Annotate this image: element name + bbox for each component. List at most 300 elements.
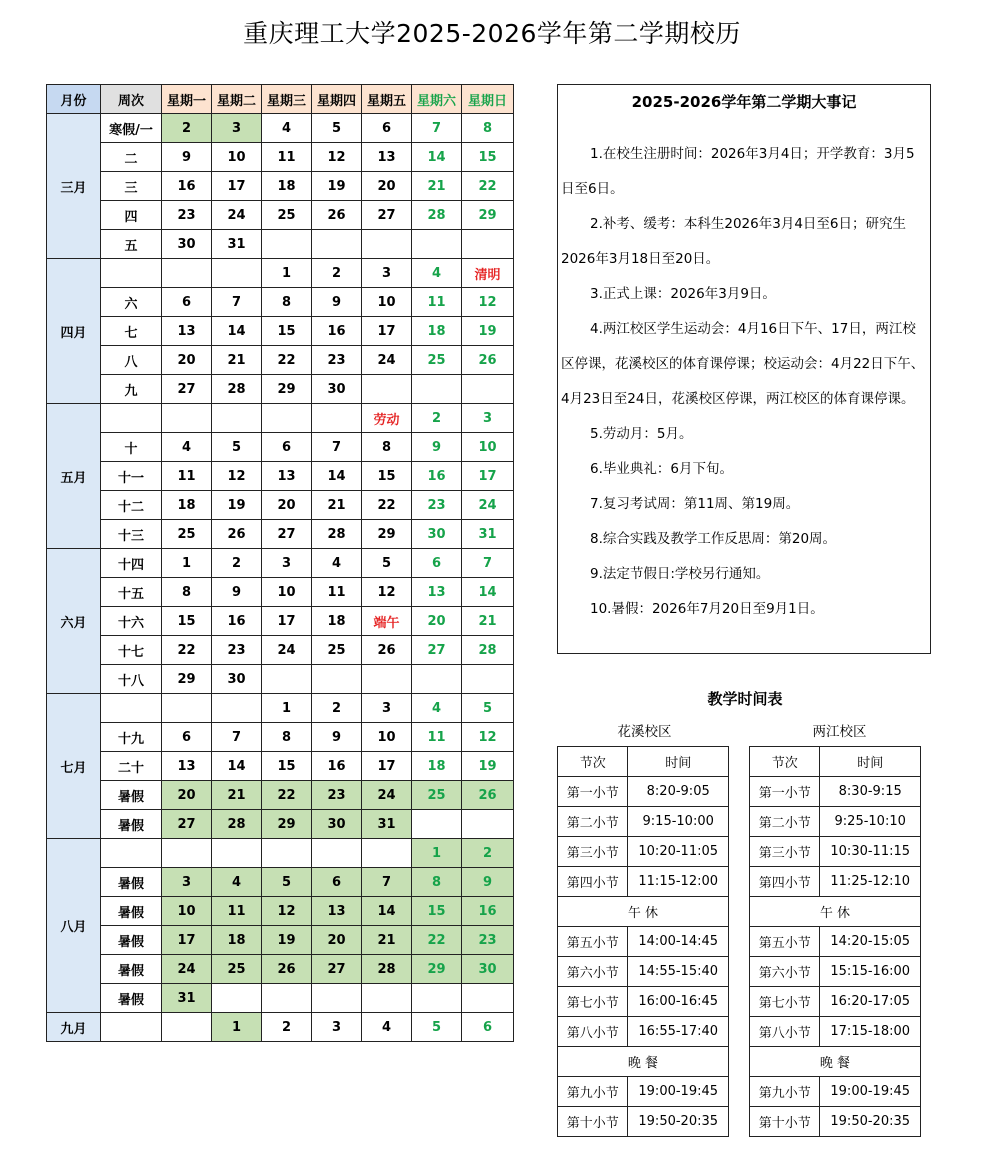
day-cell: 19 (462, 752, 514, 781)
day-cell (462, 810, 514, 839)
day-cell: 30 (412, 520, 462, 549)
day-cell: 22 (362, 491, 412, 520)
day-cell: 16 (312, 317, 362, 346)
timetable-break-cell: 午 休 (750, 897, 921, 927)
event-item: 9.法定节假日:学校另行通知。 (590, 566, 770, 582)
day-cell: 28 (312, 520, 362, 549)
day-cell (412, 375, 462, 404)
week-number-cell: 暑假 (101, 897, 162, 926)
day-cell: 26 (262, 955, 312, 984)
day-cell: 6 (262, 433, 312, 462)
day-cell (362, 230, 412, 259)
week-number-cell: 十 (101, 433, 162, 462)
day-cell: 10 (262, 578, 312, 607)
day-cell: 4 (362, 1013, 412, 1042)
day-cell: 2 (162, 114, 212, 143)
calendar-week-row (47, 346, 514, 375)
calendar-header-cell: 周次 (101, 85, 162, 114)
day-cell: 7 (212, 723, 262, 752)
day-cell: 24 (262, 636, 312, 665)
day-cell: 11 (412, 288, 462, 317)
day-cell: 30 (212, 665, 262, 694)
timetable-row (750, 1047, 921, 1077)
week-number-cell: 十四 (101, 549, 162, 578)
events-panel (557, 84, 931, 654)
day-cell: 13 (162, 317, 212, 346)
day-cell: 20 (162, 346, 212, 375)
day-cell: 劳动 (362, 404, 412, 433)
day-cell: 3 (312, 1013, 362, 1042)
day-cell: 29 (262, 375, 312, 404)
day-cell (262, 665, 312, 694)
day-cell: 27 (412, 636, 462, 665)
timetable-row (558, 987, 729, 1017)
timetable-header-cell: 节次 (750, 747, 820, 777)
day-cell: 30 (312, 810, 362, 839)
day-cell: 15 (462, 143, 514, 172)
day-cell: 20 (162, 781, 212, 810)
calendar-week-row (47, 404, 514, 433)
period-name-cell: 第八小节 (750, 1017, 820, 1047)
day-cell: 9 (312, 288, 362, 317)
day-cell: 1 (262, 694, 312, 723)
week-number-cell: 五 (101, 230, 162, 259)
calendar-week-row (47, 462, 514, 491)
day-cell (412, 810, 462, 839)
timetable-row (750, 1107, 921, 1137)
day-cell: 14 (312, 462, 362, 491)
timetable-row (558, 837, 729, 867)
day-cell (312, 404, 362, 433)
week-number-cell: 暑假 (101, 955, 162, 984)
day-cell: 27 (262, 520, 312, 549)
week-number-cell: 十八 (101, 665, 162, 694)
day-cell: 21 (212, 781, 262, 810)
day-cell: 1 (212, 1013, 262, 1042)
calendar-week-row (47, 926, 514, 955)
day-cell: 9 (212, 578, 262, 607)
day-cell: 14 (462, 578, 514, 607)
day-cell: 29 (412, 955, 462, 984)
calendar-week-row (47, 955, 514, 984)
day-cell: 9 (462, 868, 514, 897)
period-time-cell: 11:25-12:10 (820, 867, 921, 897)
timetable-break-cell: 午 休 (558, 897, 729, 927)
calendar-week-row (47, 259, 514, 288)
calendar-week-row (47, 868, 514, 897)
period-time-cell: 15:15-16:00 (820, 957, 921, 987)
period-time-cell: 10:30-11:15 (820, 837, 921, 867)
day-cell: 24 (162, 955, 212, 984)
event-item: 10.暑假：2026年7月20日至9月1日。 (590, 601, 824, 617)
week-number-cell: 二十 (101, 752, 162, 781)
week-number-cell: 暑假 (101, 984, 162, 1013)
week-number-cell: 寒假/一 (101, 114, 162, 143)
day-cell (362, 839, 412, 868)
day-cell: 2 (212, 549, 262, 578)
event-item: 1.在校生注册时间：2026年3月4日；开学教育：3月5日至6日。 (561, 146, 915, 197)
campus-name-liangjiang: 两江校区 (812, 724, 867, 740)
day-cell: 18 (262, 172, 312, 201)
week-number-cell: 四 (101, 201, 162, 230)
period-name-cell: 第六小节 (558, 957, 628, 987)
day-cell: 17 (212, 172, 262, 201)
week-number-cell: 三 (101, 172, 162, 201)
day-cell (312, 665, 362, 694)
day-cell (412, 665, 462, 694)
events-title: 2025-2026学年第二学期大事记 (631, 93, 857, 111)
day-cell (162, 694, 212, 723)
day-cell: 2 (312, 694, 362, 723)
week-number-cell: 暑假 (101, 810, 162, 839)
period-name-cell: 第九小节 (558, 1077, 628, 1107)
day-cell: 1 (412, 839, 462, 868)
day-cell: 1 (162, 549, 212, 578)
day-cell: 23 (462, 926, 514, 955)
day-cell: 7 (362, 868, 412, 897)
calendar-week-row (47, 607, 514, 636)
day-cell: 18 (162, 491, 212, 520)
day-cell: 28 (462, 636, 514, 665)
period-name-cell: 第四小节 (750, 867, 820, 897)
day-cell: 3 (212, 114, 262, 143)
calendar-week-row (47, 723, 514, 752)
day-cell: 11 (162, 462, 212, 491)
timetable-row (750, 837, 921, 867)
week-number-cell: 七 (101, 317, 162, 346)
day-cell: 13 (162, 752, 212, 781)
timetable-header-cell: 节次 (558, 747, 628, 777)
period-time-cell: 19:50-20:35 (820, 1107, 921, 1137)
day-cell: 13 (262, 462, 312, 491)
day-cell: 5 (212, 433, 262, 462)
event-item: 5.劳动月：5月。 (590, 426, 693, 442)
day-cell: 21 (412, 172, 462, 201)
day-cell: 6 (412, 549, 462, 578)
day-cell (362, 665, 412, 694)
event-item: 8.综合实践及教学工作反思周：第20周。 (590, 531, 837, 547)
timetable-header-row (558, 747, 729, 777)
day-cell: 8 (162, 578, 212, 607)
day-cell: 22 (262, 346, 312, 375)
period-name-cell: 第三小节 (750, 837, 820, 867)
day-cell: 29 (162, 665, 212, 694)
events-list (558, 137, 930, 627)
day-cell: 3 (362, 259, 412, 288)
calendar-week-row (47, 578, 514, 607)
day-cell (462, 984, 514, 1013)
day-cell: 11 (212, 897, 262, 926)
day-cell: 23 (162, 201, 212, 230)
day-cell: 18 (312, 607, 362, 636)
calendar-week-row (47, 317, 514, 346)
day-cell: 13 (312, 897, 362, 926)
day-cell: 16 (162, 172, 212, 201)
day-cell: 31 (362, 810, 412, 839)
day-cell (212, 259, 262, 288)
day-cell: 26 (312, 201, 362, 230)
day-cell: 27 (312, 955, 362, 984)
period-name-cell: 第十小节 (558, 1107, 628, 1137)
day-cell: 16 (462, 897, 514, 926)
day-cell: 10 (212, 143, 262, 172)
day-cell: 19 (262, 926, 312, 955)
week-number-cell: 十七 (101, 636, 162, 665)
timetable-row (750, 777, 921, 807)
week-number-cell: 二 (101, 143, 162, 172)
day-cell: 29 (362, 520, 412, 549)
day-cell: 28 (412, 201, 462, 230)
day-cell: 31 (462, 520, 514, 549)
timetable-row (750, 927, 921, 957)
day-cell (162, 839, 212, 868)
day-cell: 19 (212, 491, 262, 520)
day-cell: 5 (412, 1013, 462, 1042)
day-cell: 12 (362, 578, 412, 607)
day-cell: 12 (262, 897, 312, 926)
timetable-huaxi (557, 746, 729, 1137)
day-cell: 28 (362, 955, 412, 984)
day-cell: 8 (262, 288, 312, 317)
calendar-week-row (47, 433, 514, 462)
page-title: 重庆理工大学2025-2026学年第二学期校历 (243, 19, 741, 48)
day-cell: 2 (462, 839, 514, 868)
calendar-week-row (47, 549, 514, 578)
day-cell: 26 (362, 636, 412, 665)
day-cell: 8 (412, 868, 462, 897)
day-cell: 3 (462, 404, 514, 433)
day-cell (312, 839, 362, 868)
timetable-title: 教学时间表 (707, 690, 783, 708)
day-cell (212, 404, 262, 433)
period-time-cell: 14:20-15:05 (820, 927, 921, 957)
day-cell: 15 (362, 462, 412, 491)
month-cell: 三月 (47, 114, 101, 259)
day-cell: 24 (362, 781, 412, 810)
day-cell: 21 (362, 926, 412, 955)
week-number-cell: 八 (101, 346, 162, 375)
timetable-row (558, 1077, 729, 1107)
month-cell: 七月 (47, 694, 101, 839)
calendar-week-row (47, 288, 514, 317)
calendar-week-row (47, 520, 514, 549)
day-cell (162, 259, 212, 288)
calendar-table (46, 84, 514, 1042)
day-cell: 19 (312, 172, 362, 201)
day-cell: 14 (412, 143, 462, 172)
day-cell: 1 (262, 259, 312, 288)
day-cell: 10 (362, 723, 412, 752)
day-cell: 31 (162, 984, 212, 1013)
day-cell: 10 (362, 288, 412, 317)
day-cell: 22 (162, 636, 212, 665)
calendar-header-cell: 月份 (47, 85, 101, 114)
day-cell: 18 (412, 752, 462, 781)
week-number-cell: 暑假 (101, 868, 162, 897)
day-cell: 13 (362, 143, 412, 172)
day-cell: 9 (412, 433, 462, 462)
calendar-week-row (47, 201, 514, 230)
day-cell (412, 230, 462, 259)
day-cell: 22 (412, 926, 462, 955)
day-cell: 19 (462, 317, 514, 346)
period-name-cell: 第二小节 (750, 807, 820, 837)
day-cell: 20 (312, 926, 362, 955)
day-cell: 15 (162, 607, 212, 636)
day-cell: 30 (462, 955, 514, 984)
day-cell: 23 (312, 346, 362, 375)
period-name-cell: 第七小节 (750, 987, 820, 1017)
week-number-cell: 十一 (101, 462, 162, 491)
period-name-cell: 第一小节 (558, 777, 628, 807)
day-cell: 15 (412, 897, 462, 926)
day-cell (262, 230, 312, 259)
calendar-week-row (47, 172, 514, 201)
day-cell: 25 (212, 955, 262, 984)
day-cell: 29 (262, 810, 312, 839)
calendar-week-row (47, 636, 514, 665)
day-cell (312, 230, 362, 259)
timetable-header-cell: 时间 (820, 747, 921, 777)
day-cell (262, 404, 312, 433)
week-number-cell (101, 839, 162, 868)
period-time-cell: 14:55-15:40 (628, 957, 729, 987)
day-cell: 24 (212, 201, 262, 230)
timetable-row (558, 867, 729, 897)
day-cell: 5 (312, 114, 362, 143)
day-cell: 25 (412, 346, 462, 375)
day-cell (212, 984, 262, 1013)
period-name-cell: 第十小节 (750, 1107, 820, 1137)
calendar-week-row (47, 781, 514, 810)
day-cell: 8 (262, 723, 312, 752)
period-name-cell: 第六小节 (750, 957, 820, 987)
day-cell: 4 (262, 114, 312, 143)
period-time-cell: 9:15-10:00 (628, 807, 729, 837)
period-name-cell: 第九小节 (750, 1077, 820, 1107)
timetable-row (558, 897, 729, 927)
day-cell: 3 (162, 868, 212, 897)
period-name-cell: 第七小节 (558, 987, 628, 1017)
calendar-header-cell: 星期六 (412, 85, 462, 114)
month-cell: 六月 (47, 549, 101, 694)
week-number-cell: 十二 (101, 491, 162, 520)
period-name-cell: 第五小节 (558, 927, 628, 957)
day-cell: 26 (212, 520, 262, 549)
day-cell (462, 230, 514, 259)
week-number-cell: 十九 (101, 723, 162, 752)
day-cell (312, 984, 362, 1013)
day-cell: 28 (212, 810, 262, 839)
day-cell: 4 (412, 259, 462, 288)
period-time-cell: 17:15-18:00 (820, 1017, 921, 1047)
timetable-row (750, 1077, 921, 1107)
day-cell: 27 (162, 375, 212, 404)
calendar-header-cell: 星期一 (162, 85, 212, 114)
timetable-row (558, 777, 729, 807)
day-cell: 30 (162, 230, 212, 259)
day-cell: 25 (162, 520, 212, 549)
day-cell: 6 (312, 868, 362, 897)
week-number-cell (101, 694, 162, 723)
period-name-cell: 第三小节 (558, 837, 628, 867)
day-cell: 23 (412, 491, 462, 520)
day-cell: 7 (212, 288, 262, 317)
day-cell: 7 (412, 114, 462, 143)
period-time-cell: 19:00-19:45 (820, 1077, 921, 1107)
day-cell: 25 (262, 201, 312, 230)
day-cell: 25 (412, 781, 462, 810)
calendar-week-row (47, 491, 514, 520)
day-cell: 14 (212, 317, 262, 346)
day-cell: 26 (462, 781, 514, 810)
day-cell: 15 (262, 752, 312, 781)
period-time-cell: 19:50-20:35 (628, 1107, 729, 1137)
period-name-cell: 第八小节 (558, 1017, 628, 1047)
period-time-cell: 14:00-14:45 (628, 927, 729, 957)
calendar-header-cell: 星期日 (462, 85, 514, 114)
period-time-cell: 8:30-9:15 (820, 777, 921, 807)
week-number-cell: 暑假 (101, 781, 162, 810)
day-cell: 20 (262, 491, 312, 520)
day-cell (262, 984, 312, 1013)
day-cell: 11 (412, 723, 462, 752)
day-cell: 24 (362, 346, 412, 375)
period-time-cell: 8:20-9:05 (628, 777, 729, 807)
day-cell: 21 (462, 607, 514, 636)
calendar-header-cell: 星期四 (312, 85, 362, 114)
month-cell: 九月 (47, 1013, 101, 1042)
calendar-week-row (47, 897, 514, 926)
day-cell: 23 (212, 636, 262, 665)
timetable-row (558, 957, 729, 987)
day-cell: 23 (312, 781, 362, 810)
day-cell: 4 (162, 433, 212, 462)
day-cell: 11 (312, 578, 362, 607)
day-cell: 17 (362, 752, 412, 781)
calendar-week-row (47, 665, 514, 694)
day-cell: 13 (412, 578, 462, 607)
calendar-week-row (47, 984, 514, 1013)
day-cell: 17 (162, 926, 212, 955)
day-cell: 14 (212, 752, 262, 781)
period-name-cell: 第二小节 (558, 807, 628, 837)
period-time-cell: 11:15-12:00 (628, 867, 729, 897)
timetable-row (750, 987, 921, 1017)
day-cell: 10 (162, 897, 212, 926)
day-cell: 6 (162, 288, 212, 317)
day-cell: 5 (262, 868, 312, 897)
period-name-cell: 第五小节 (750, 927, 820, 957)
event-item: 6.毕业典礼：6月下旬。 (590, 461, 733, 477)
timetable-row (558, 1017, 729, 1047)
period-time-cell: 16:00-16:45 (628, 987, 729, 1017)
period-time-cell: 16:20-17:05 (820, 987, 921, 1017)
week-number-cell (101, 1013, 162, 1042)
timetable-liangjiang (749, 746, 921, 1137)
day-cell: 12 (462, 288, 514, 317)
week-number-cell: 九 (101, 375, 162, 404)
day-cell (162, 404, 212, 433)
day-cell: 6 (162, 723, 212, 752)
timetable-row (558, 927, 729, 957)
day-cell (462, 665, 514, 694)
day-cell: 21 (312, 491, 362, 520)
day-cell: 14 (362, 897, 412, 926)
timetable-break-cell: 晚 餐 (558, 1047, 729, 1077)
day-cell: 2 (412, 404, 462, 433)
campus-name-huaxi: 花溪校区 (617, 724, 672, 740)
